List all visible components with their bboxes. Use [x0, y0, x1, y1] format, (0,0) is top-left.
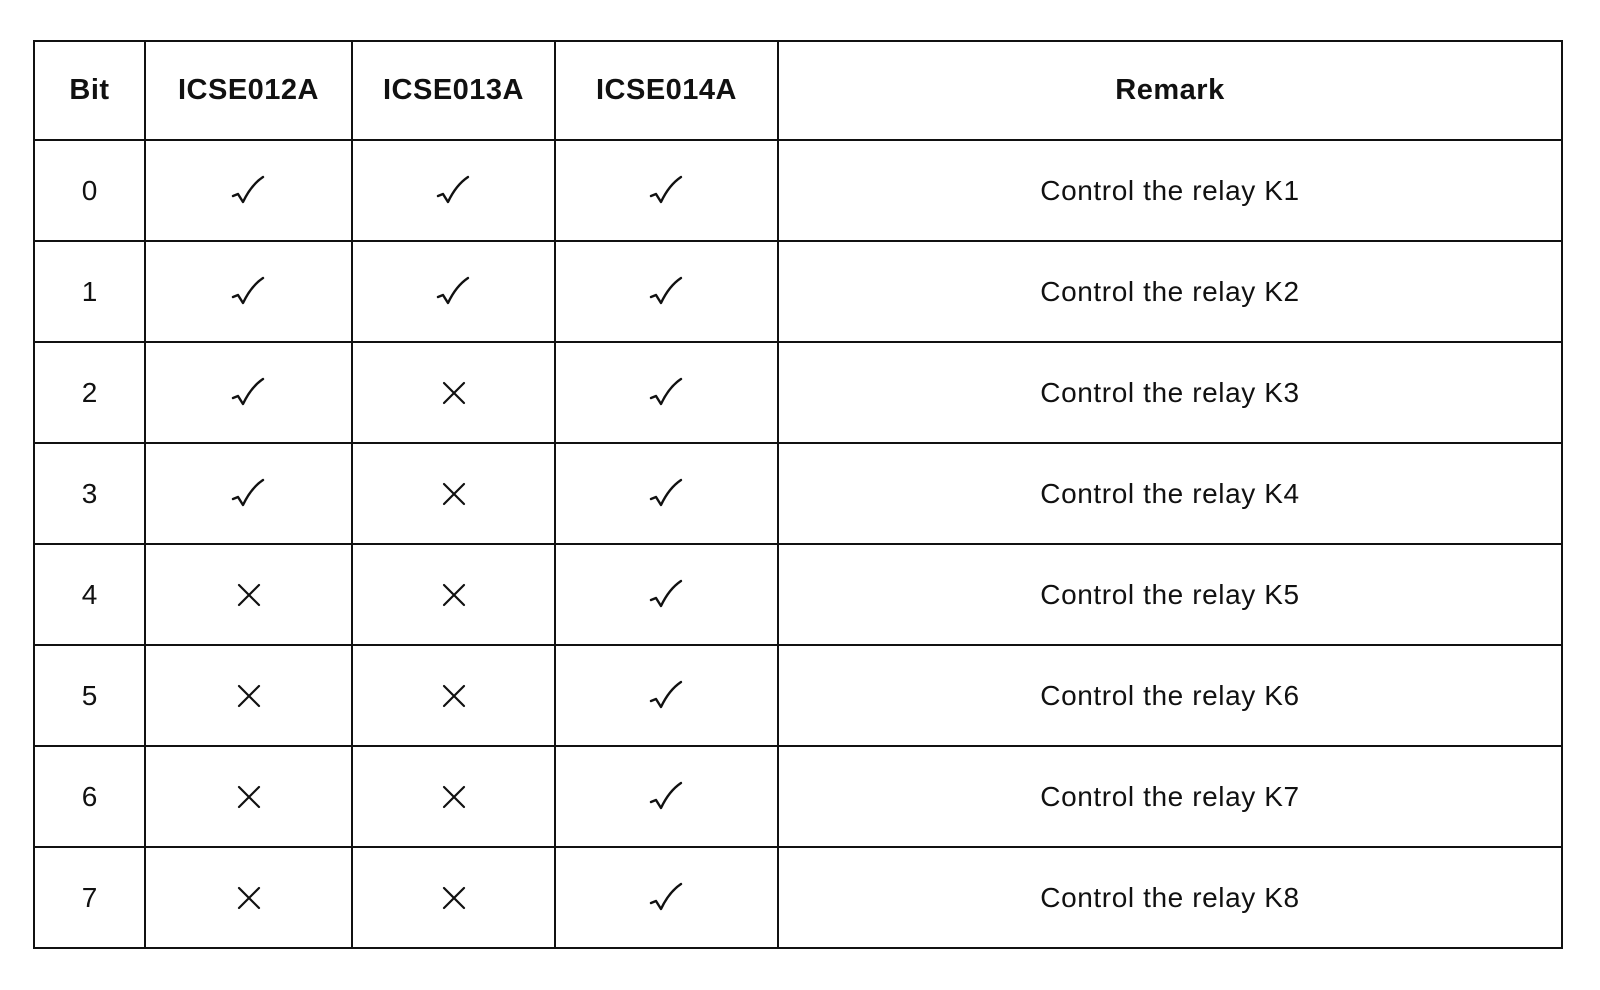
remark-cell: Control the relay K3: [778, 342, 1562, 443]
header-remark: Remark: [778, 41, 1562, 140]
support-cell-icse012a: [145, 645, 352, 746]
table-row: [34, 342, 1562, 443]
cross-icon: [434, 373, 474, 413]
support-cell-icse012a: [145, 746, 352, 847]
support-cell-icse013a: [352, 443, 555, 544]
check-icon: [647, 878, 687, 918]
bit-cell: 4: [34, 544, 145, 645]
support-cell-icse012a: [145, 342, 352, 443]
relay-support-table: [33, 40, 1563, 949]
check-icon: [434, 272, 474, 312]
table-row: [34, 544, 1562, 645]
bit-cell: 2: [34, 342, 145, 443]
bit-cell: 5: [34, 645, 145, 746]
bit-cell: 0: [34, 140, 145, 241]
remark-cell: Control the relay K1: [778, 140, 1562, 241]
table-row: [34, 241, 1562, 342]
remark-cell: Control the relay K2: [778, 241, 1562, 342]
support-cell-icse013a: [352, 241, 555, 342]
support-cell-icse014a: [555, 241, 778, 342]
table-row: [34, 140, 1562, 241]
remark-cell: Control the relay K7: [778, 746, 1562, 847]
header-icse014a: ICSE014A: [555, 41, 778, 140]
table-row: [34, 746, 1562, 847]
table-body: [34, 140, 1562, 948]
bit-cell: 6: [34, 746, 145, 847]
check-icon: [647, 272, 687, 312]
header-row: [34, 41, 1562, 140]
table-row: [34, 645, 1562, 746]
support-cell-icse013a: [352, 746, 555, 847]
check-icon: [647, 676, 687, 716]
bit-cell: 7: [34, 847, 145, 948]
cross-icon: [434, 474, 474, 514]
support-cell-icse014a: [555, 140, 778, 241]
support-cell-icse014a: [555, 746, 778, 847]
header-icse012a: ICSE012A: [145, 41, 352, 140]
cross-icon: [434, 575, 474, 615]
header-bit: Bit: [34, 41, 145, 140]
support-cell-icse014a: [555, 847, 778, 948]
bit-cell: 3: [34, 443, 145, 544]
check-icon: [229, 171, 269, 211]
table-header: [34, 41, 1562, 140]
support-cell-icse014a: [555, 544, 778, 645]
support-cell-icse013a: [352, 847, 555, 948]
cross-icon: [229, 575, 269, 615]
remark-cell: Control the relay K5: [778, 544, 1562, 645]
remark-cell: Control the relay K6: [778, 645, 1562, 746]
header-icse013a: ICSE013A: [352, 41, 555, 140]
check-icon: [647, 171, 687, 211]
support-cell-icse013a: [352, 342, 555, 443]
check-icon: [647, 777, 687, 817]
support-cell-icse012a: [145, 544, 352, 645]
check-icon: [647, 373, 687, 413]
cross-icon: [229, 676, 269, 716]
support-cell-icse012a: [145, 847, 352, 948]
bit-cell: 1: [34, 241, 145, 342]
cross-icon: [229, 777, 269, 817]
table-row: [34, 443, 1562, 544]
check-icon: [434, 171, 474, 211]
remark-cell: Control the relay K8: [778, 847, 1562, 948]
cross-icon: [434, 777, 474, 817]
support-cell-icse012a: [145, 140, 352, 241]
remark-cell: Control the relay K4: [778, 443, 1562, 544]
support-cell-icse013a: [352, 645, 555, 746]
check-icon: [229, 474, 269, 514]
cross-icon: [434, 878, 474, 918]
cross-icon: [229, 878, 269, 918]
check-icon: [229, 373, 269, 413]
cross-icon: [434, 676, 474, 716]
support-cell-icse014a: [555, 342, 778, 443]
check-icon: [229, 272, 269, 312]
check-icon: [647, 575, 687, 615]
support-cell-icse012a: [145, 241, 352, 342]
table-row: [34, 847, 1562, 948]
support-cell-icse013a: [352, 544, 555, 645]
support-cell-icse014a: [555, 645, 778, 746]
support-cell-icse013a: [352, 140, 555, 241]
support-cell-icse012a: [145, 443, 352, 544]
check-icon: [647, 474, 687, 514]
support-cell-icse014a: [555, 443, 778, 544]
